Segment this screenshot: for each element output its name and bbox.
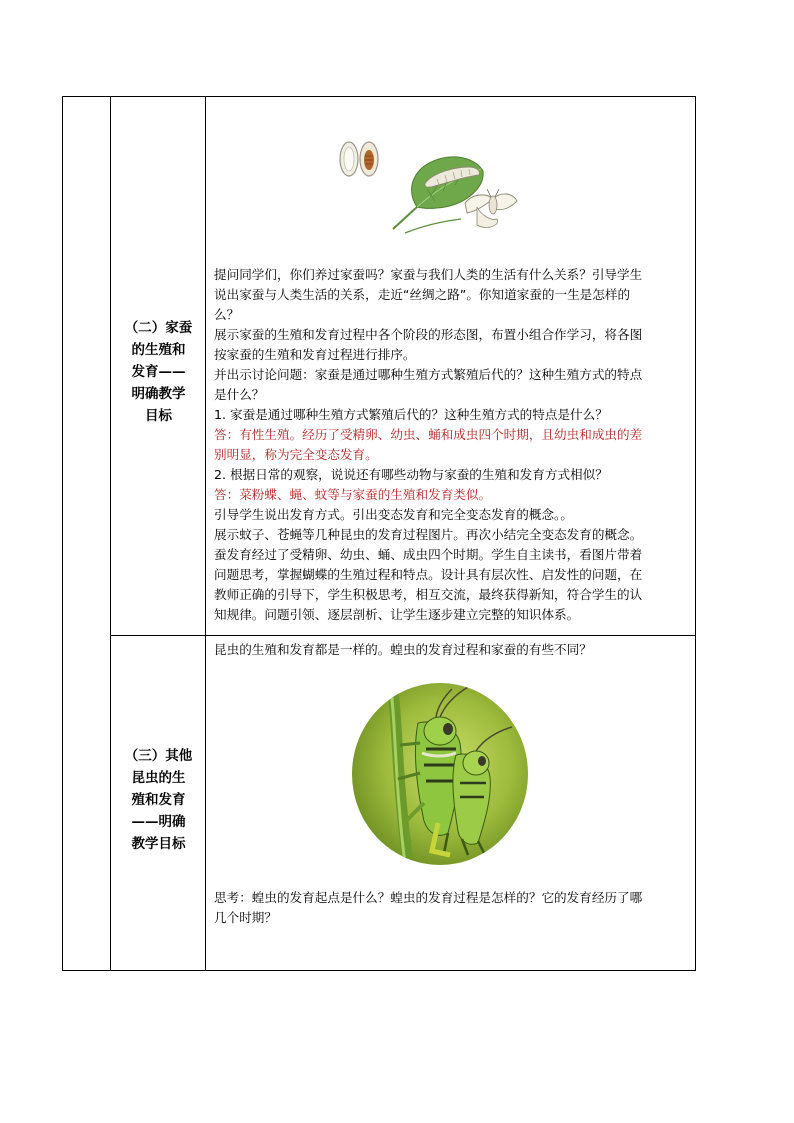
title-line: 教学目标 (131, 836, 186, 852)
text-line: 问题思考，掌握蝴蝶的生殖过程和特点。设计具有层次性、启发性的问题，在 (214, 567, 643, 582)
text-line: 蚕发育经过了受精卵、幼虫、蛹、成虫四个时期。学生自主读书，看图片带着 (214, 547, 643, 562)
text-line: 说出家蚕与人类生活的关系，走近“丝绸之路”。你知道家蚕的一生是怎样的 (214, 287, 631, 302)
blank-column (63, 97, 111, 970)
text-line: 按家蚕的生殖和发育过程进行排序。 (214, 347, 416, 362)
answer-line: 答：有性生殖。经历了受精卵、幼虫、蛹和成虫四个时期，且幼虫和成虫的差 (214, 427, 643, 442)
section-title-column (111, 97, 206, 970)
title-line: 昆虫的生 (131, 770, 186, 786)
question-line: 1. 家蚕是通过哪种生殖方式繁殖后代的？这种生殖方式的特点是什么？ (214, 407, 608, 422)
text-line: 提问同学们，你们养过家蚕吗？家蚕与我们人类的生活有什么关系？引导学生 (214, 267, 643, 282)
question-line: 2. 根据日常的观察，说说还有哪些动物与家蚕的生殖和发育方式相似？ (214, 467, 608, 482)
title-line: 目标 (145, 408, 172, 424)
text-line: 思考：蝗虫的发育起点是什么？蝗虫的发育过程是怎样的？它的发育经历了哪 (214, 890, 643, 905)
title-line: （三）其他 (124, 748, 193, 764)
text-line: 是什么？ (214, 387, 265, 402)
title-line: 的生殖和 (131, 342, 186, 358)
section-title-silkworm (111, 317, 206, 427)
title-line: 明确教学 (131, 386, 186, 402)
title-line: 殖和发育 (131, 792, 186, 808)
section-title-other-insects (111, 745, 206, 855)
text-line: 展示家蚕的生殖和发育过程中各个阶段的形态图，布置小组合作学习，将各图 (214, 327, 643, 342)
text-line: 知规律。问题引领、逐层剖析、让学生逐步建立完整的知识体系。 (214, 607, 580, 622)
other-insects-intro (214, 640, 689, 660)
row-divider (111, 635, 206, 636)
text-line: 教师正确的引导下，学生积极思考，相互交流，最终获得新知，符合学生的认 (214, 587, 643, 602)
silkworm-discussion-text (214, 265, 689, 625)
content-column (206, 97, 695, 970)
title-line: 发育—— (131, 364, 186, 380)
title-line: （二）家蚕 (124, 320, 193, 336)
lesson-plan-table (62, 96, 696, 971)
text-line: 引导学生说出发育方式。引出变态发育和完全变态发育的概念。。 (214, 507, 573, 522)
text-line: 几个时期？ (214, 910, 277, 925)
grasshopper-photo (352, 683, 528, 865)
grasshopper-question-text (214, 888, 689, 928)
text-line: 并出示讨论问题：家蚕是通过哪种生殖方式繁殖后代的？这种生殖方式的特点 (214, 367, 643, 382)
text-line: 么？ (214, 307, 240, 322)
answer-line: 别明显，称为完全变态发育。 (214, 447, 378, 462)
silkworm-life-cycle-illustration (335, 137, 520, 235)
title-line: ——明确 (131, 814, 186, 830)
text-line: 展示蚊子、苍蝇等几种昆虫的发育过程图片。再次小结完全变态发育的概念。 (214, 527, 643, 542)
answer-line: 答：菜粉蝶、蝇、蚊等与家蚕的生殖和发育类似。 (214, 487, 492, 502)
text-line: 昆虫的生殖和发育都是一样的。蝗虫的发育过程和家蚕的有些不同？ (214, 642, 592, 657)
